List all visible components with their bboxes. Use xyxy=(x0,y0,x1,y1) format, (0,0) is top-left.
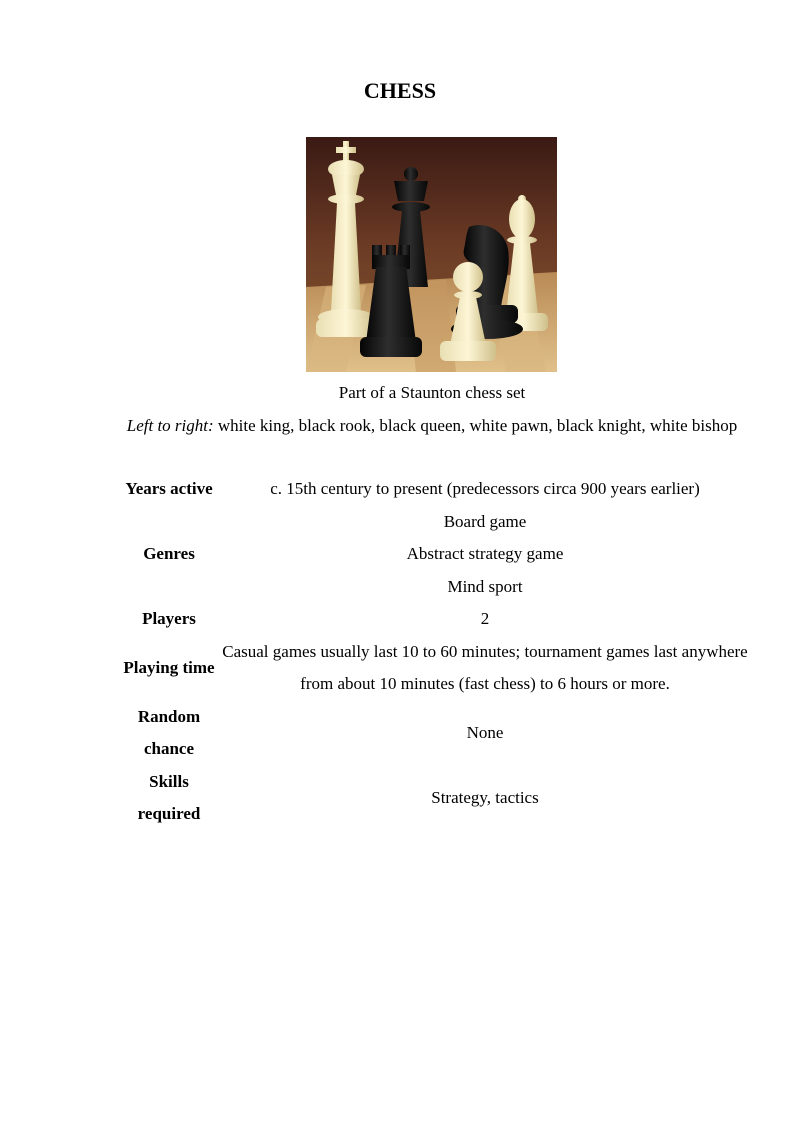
infobox-label: Skills required xyxy=(137,771,201,823)
infobox-value: Casual games usually last 10 to 60 minutes; tournament games last anywhere from about 10 minutes (fast chess) to 6 hours or more. xyxy=(222,641,748,693)
caption-pieces-list: white king, black rook, black queen, white pawn, black knight, white bishop xyxy=(217,415,738,435)
infobox-row-random-chance xyxy=(116,701,748,766)
infobox-row-players xyxy=(116,603,748,636)
infobox-label: Genres xyxy=(143,544,195,563)
infobox-label: Playing time xyxy=(123,657,215,677)
infobox-label: Random chance xyxy=(137,706,201,758)
caption-pieces-lead: Left to right: xyxy=(126,415,214,435)
genre-item: Board game xyxy=(443,511,527,531)
infobox-table xyxy=(116,473,748,831)
infobox-value: 2 xyxy=(480,609,490,628)
infobox-row-playing-time xyxy=(116,636,748,701)
caption-title: Part of a Staunton chess set xyxy=(338,383,526,402)
chess-set-photo xyxy=(306,137,557,372)
infobox-value xyxy=(222,506,748,604)
infobox-value: Strategy, tactics xyxy=(431,787,539,807)
infobox-value: None xyxy=(466,722,504,742)
infobox-value: c. 15th century to present (predecessors circa 900 years earlier) xyxy=(270,479,700,498)
genre-item: Abstract strategy game xyxy=(406,544,564,563)
image-caption xyxy=(116,377,748,442)
infobox-row-skills-required xyxy=(116,766,748,831)
caption-pieces xyxy=(127,416,738,435)
infobox-row-years-active xyxy=(116,473,748,506)
infobox-row-genres xyxy=(116,506,748,604)
page-title: CHESS xyxy=(363,78,437,103)
genre-item: Mind sport xyxy=(447,576,523,596)
infobox-label: Years active xyxy=(125,479,213,498)
infobox-label: Players xyxy=(142,609,196,628)
